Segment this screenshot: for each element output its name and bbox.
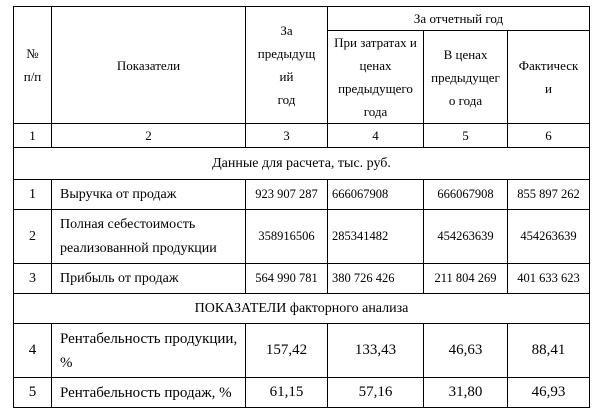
cell-prev-year: 61,15 <box>246 378 328 408</box>
cell-costs-prev-prices: 666067908 <box>328 180 424 210</box>
cell-costs-prev-prices: 380 726 426 <box>328 264 424 294</box>
cell-prev-prices: 46,63 <box>424 324 508 378</box>
header-prev-year: За предыдущ ий год <box>246 7 328 124</box>
cell-actual: 855 897 262 <box>508 180 590 210</box>
col-number: 2 <box>52 124 246 148</box>
col-number: 1 <box>14 124 52 148</box>
cell-prev-prices: 31,80 <box>424 378 508 408</box>
cell-prev-prices: 666067908 <box>424 180 508 210</box>
header-num: № п/п <box>14 7 52 124</box>
table-row <box>14 210 590 264</box>
row-num: 3 <box>14 264 52 294</box>
cell-prev-year: 157,42 <box>246 324 328 378</box>
cell-prev-year: 564 990 781 <box>246 264 328 294</box>
col-number: 4 <box>328 124 424 148</box>
row-name: Рентабельность продукции, % <box>52 324 246 378</box>
row-name: Выручка от продаж <box>52 180 246 210</box>
section-heading-data: Данные для расчета, тыс. руб. <box>14 148 590 180</box>
table-row <box>14 378 590 408</box>
table-row <box>14 324 590 378</box>
header-report-year: За отчетный год <box>328 7 590 31</box>
cell-prev-year: 358916506 <box>246 210 328 264</box>
cell-actual: 46,93 <box>508 378 590 408</box>
section-heading-analysis: ПОКАЗАТЕЛИ факторного анализа <box>14 294 590 324</box>
table-row <box>14 264 590 294</box>
header-indicator: Показатели <box>52 7 246 124</box>
cell-actual: 88,41 <box>508 324 590 378</box>
header-prev-prices: В ценах предыдущег о года <box>424 31 508 124</box>
header-actual: Фактическ и <box>508 31 590 124</box>
cell-actual: 401 633 623 <box>508 264 590 294</box>
row-num: 4 <box>14 324 52 378</box>
cell-prev-prices: 454263639 <box>424 210 508 264</box>
row-name: Прибыль от продаж <box>52 264 246 294</box>
cell-costs-prev-prices: 57,16 <box>328 378 424 408</box>
cell-prev-year: 923 907 287 <box>246 180 328 210</box>
table-row <box>14 180 590 210</box>
cell-prev-prices: 211 804 269 <box>424 264 508 294</box>
cell-costs-prev-prices: 133,43 <box>328 324 424 378</box>
col-number: 3 <box>246 124 328 148</box>
col-number: 6 <box>508 124 590 148</box>
cell-costs-prev-prices: 285341482 <box>328 210 424 264</box>
row-name: Полная себестоимость реализованной продукции <box>52 210 246 264</box>
row-num: 2 <box>14 210 52 264</box>
row-num: 5 <box>14 378 52 408</box>
cell-actual: 454263639 <box>508 210 590 264</box>
row-num: 1 <box>14 180 52 210</box>
row-name: Рентабельность продаж, % <box>52 378 246 408</box>
header-costs-prev-prices: При затратах и ценах предыдущего года <box>328 31 424 124</box>
factor-analysis-table <box>13 6 590 408</box>
col-number: 5 <box>424 124 508 148</box>
